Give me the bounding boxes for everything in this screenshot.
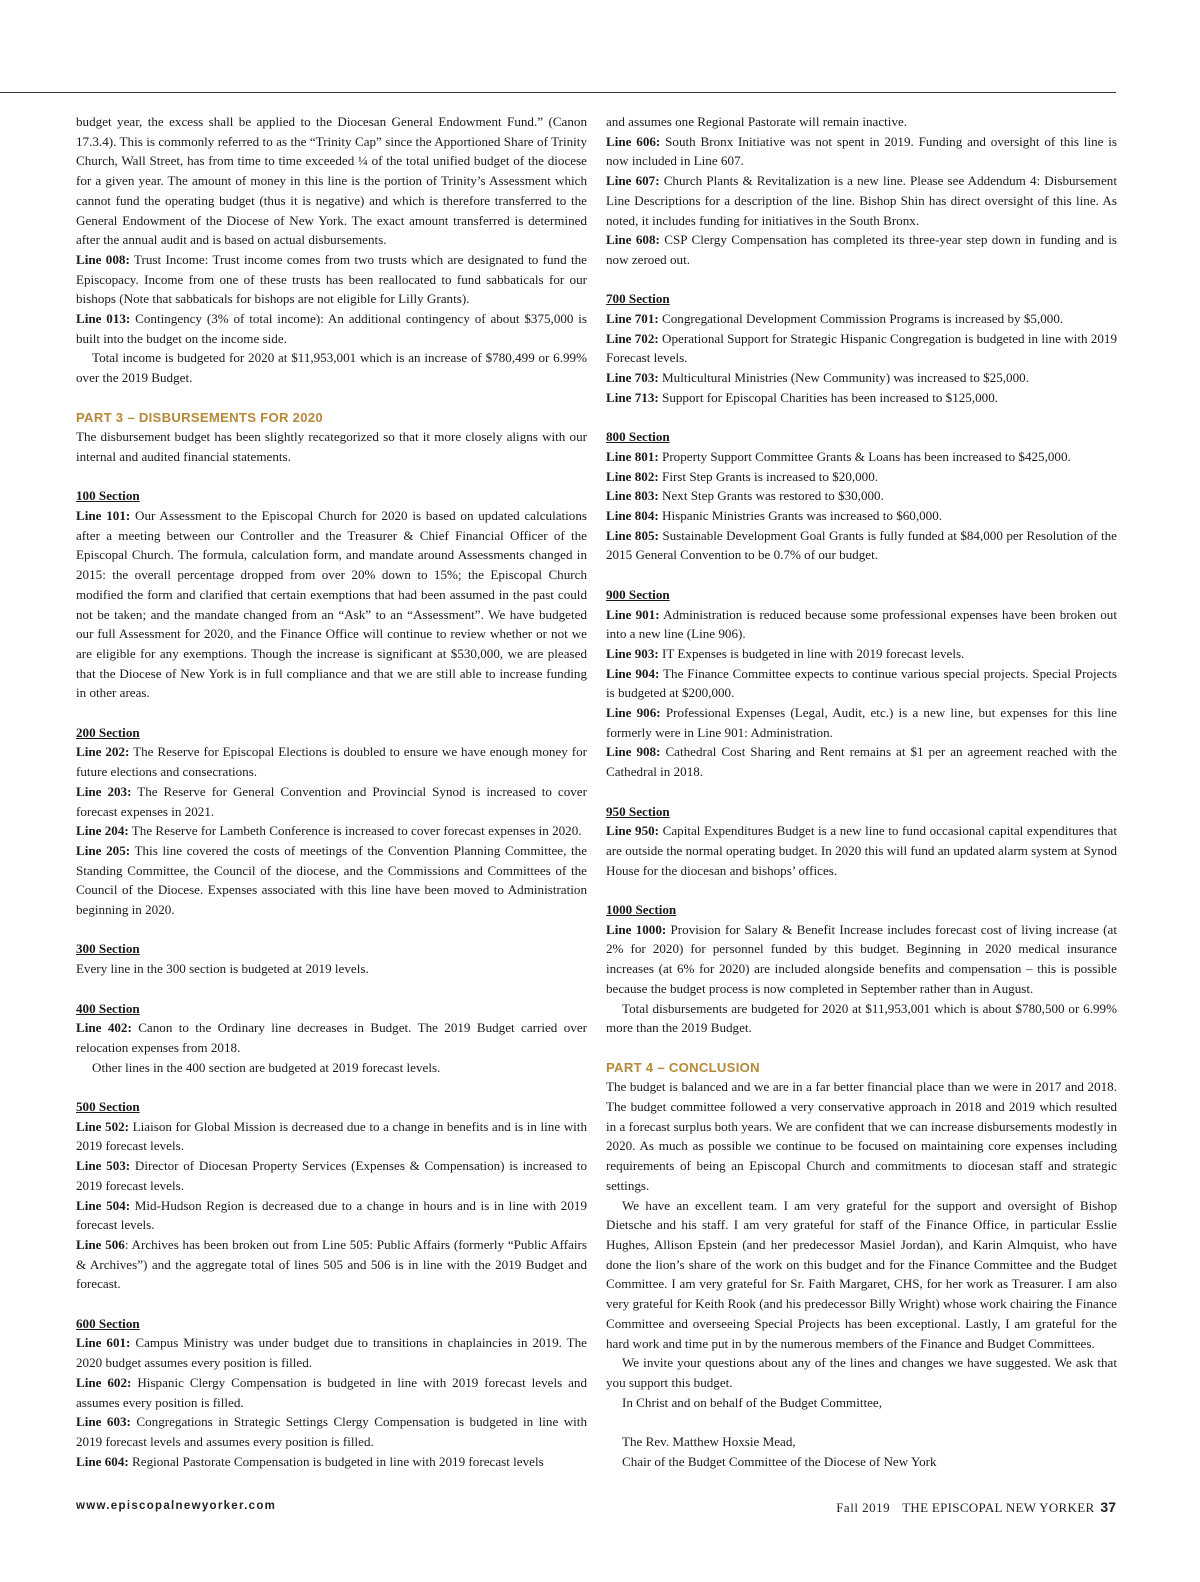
line-item: Line 604: Regional Pastorate Compensation is budgeted in line with 2019 forecast levels bbox=[76, 1453, 544, 1469]
section-note: Other lines in the 400 section are budgeted at 2019 forecast levels. bbox=[92, 1059, 441, 1075]
line-item: Line 903: IT Expenses is budgeted in line with 2019 forecast levels. bbox=[606, 645, 965, 661]
left-column bbox=[76, 112, 587, 1471]
line-item: Line 202: The Reserve for Episcopal Elections is doubled to ensure we have enough money for future elections and consecrations. bbox=[76, 744, 588, 780]
line-item: Line 906: Professional Expenses (Legal, Audit, etc.) is a new line, but expenses for this line formerly were in Line 901: Administration. bbox=[606, 705, 1117, 740]
intro-paragraph: budget year, the excess shall be applied to the Diocesan General Endowment Fund.” (Canon 17.3.4). This is commonly referred to as the “Trinity Cap” since the Apportioned Share of Trinity Church, Wall Street, has from time to time exceeded ¼ of the total unified budget of the diocese for a given year. The amount of money in this line is the portion of Trinity’s Assessment which cannot fund the operating budget (thus it is negative) and which is therefore transferred to the General Endowment of the Diocese of New York. The exact amount transferred is determined after the annual audit and is based on actual disbursements. bbox=[76, 114, 587, 248]
section-heading-700: 700 Section bbox=[606, 291, 670, 307]
section-heading-900: 900 Section bbox=[606, 586, 670, 602]
section-heading-950: 950 Section bbox=[606, 803, 670, 819]
conclusion-paragraph: We have an excellent team. I am very grateful for the support and oversight of Bishop Dietsche and his staff. I am very grateful for staff of the Finance Office, in particular Esslie Hughes, Allison Epstein (and her predecessor Masiel Jordan), and Karin Almquist, who have done the lion’s share of the work on this budget and for the Finance Committee and the Budget Committee. I am very grateful for Sr. Faith Margaret, CHS, for her work as Treasurer. I am also very grateful for Keith Rook (and his predecessor Billy Wright) whose work chairing the Finance Committee and overseeing Special Projects has been exceptional. Lastly, I am grateful for the hard work and time put in by the numerous members of the Finance and Budget Committees. bbox=[606, 1197, 1117, 1351]
signature-name: The Rev. Matthew Hoxsie Mead, bbox=[622, 1434, 796, 1449]
right-column bbox=[606, 112, 1117, 1471]
line-item: Line 602: Hispanic Clergy Compensation is budgeted in line with 2019 forecast levels and assumes every position is filled. bbox=[76, 1374, 588, 1410]
line-item: Line 801: Property Support Committee Grants & Loans has been increased to $425,000. bbox=[606, 448, 1071, 464]
line-item: Line 606: South Bronx Initiative was not spent in 2019. Funding and oversight of this line is now included in Line 607. bbox=[606, 133, 1117, 169]
line-item: Line 703: Multicultural Ministries (New Community) was increased to $25,000. bbox=[606, 370, 1029, 386]
footer-website: www.episcopalnewyorker.com bbox=[76, 1500, 277, 1512]
line-item: Line 203: The Reserve for General Convention and Provincial Synod is increased to cover forecast expenses in 2021. bbox=[76, 783, 587, 819]
line-item: Line 713: Support for Episcopal Charities has been increased to $125,000. bbox=[606, 389, 999, 405]
line-item: Line 601: Campus Ministry was under budget due to transitions in chaplaincies in 2019. The 2020 budget assumes every position is filled. bbox=[76, 1335, 587, 1371]
footer-folio bbox=[836, 1499, 1116, 1516]
closing-line: In Christ and on behalf of the Budget Committee, bbox=[622, 1394, 883, 1410]
part4-heading: PART 4 – CONCLUSION bbox=[606, 1059, 760, 1075]
line-item: Line 008: Trust Income: Trust income comes from two trusts which are designated to fund the Episcopacy. Income from one of these trusts has been reallocated to fund sabbaticals for our bishops (Note that sabbaticals for bishops are not eligible for Lilly Grants). bbox=[76, 251, 587, 307]
footer-publication: THE EPISCOPAL NEW YORKER bbox=[902, 1500, 1095, 1515]
line-item: Line 701: Congregational Development Commission Programs is increased by $5,000. bbox=[606, 311, 1064, 327]
income-total: Total income is budgeted for 2020 at $11,953,001 which is an increase of $780,499 or 6.99% over the 2019 Budget. bbox=[76, 350, 587, 386]
section-heading-400: 400 Section bbox=[76, 1000, 140, 1016]
part3-heading: PART 3 – DISBURSEMENTS FOR 2020 bbox=[76, 409, 323, 425]
section-heading-600: 600 Section bbox=[76, 1315, 140, 1331]
section-text: Every line in the 300 section is budgeted at 2019 levels. bbox=[76, 961, 369, 977]
section-heading-100: 100 Section bbox=[76, 488, 140, 504]
line-item: Line 901: Administration is reduced because some professional expenses have been broken out into a new line (Line 906). bbox=[606, 606, 1117, 642]
line-item: Line 702: Operational Support for Strategic Hispanic Congregation is budgeted in line with 2019 Forecast levels. bbox=[606, 330, 1117, 366]
section-heading-200: 200 Section bbox=[76, 724, 140, 740]
header-rule bbox=[0, 92, 1116, 93]
line-item: Line 1000: Provision for Salary & Benefit Increase includes forecast cost of living increase (at 2% for 2020) for personnel funded by this budget. Beginning in 2020 medical insurance increases (at 6% for 2020) are included alongside benefits and compensation – this is possible because the budget process is now completed in September rather than in August. bbox=[606, 921, 1117, 996]
section-heading-500: 500 Section bbox=[76, 1099, 140, 1115]
line-item: Line 608: CSP Clergy Compensation has completed its three-year step down in funding and is now zeroed out. bbox=[606, 232, 1117, 267]
line-item: Line 101: Our Assessment to the Episcopal Church for 2020 is based on updated calculations after a meeting between our Controller and the Treasurer & Chief Financial Officer of the Episcopal Church. The formula, calculation form, and mandate around Assessments changed in 2015: the overall percentage dropped from over 20% down to 15%; the Episcopal Church modified the form and clarified that certain exemptions that had been assumed in the past could not be taken; and the mandate changed from an “Ask” to an “Assessment”. We have budgeted our full Assessment for 2020, and the Finance Office will continue to review whether or not we are eligible for any exemptions. Though the increase is significant at $530,000, we are pleased that the Diocese of New York is in full compliance and that we are still able to increase funding in other areas. bbox=[76, 508, 587, 701]
section-heading-300: 300 Section bbox=[76, 941, 140, 957]
line-item: Line 607: Church Plants & Revitalization is a new line. Please see Addendum 4: Disbursement Line Descriptions for a description of the line. Bishop Shin has direct oversight of this line. As noted, it includes funding for initiatives in the South Bronx. bbox=[606, 173, 1117, 228]
line-item: Line 204: The Reserve for Lambeth Conference is increased to cover forecast expenses in 2020. bbox=[76, 823, 582, 839]
line-item: Line 603: Congregations in Strategic Settings Clergy Compensation is budgeted in line with 2019 forecast levels and assumes every position is filled. bbox=[76, 1414, 587, 1449]
conclusion-paragraph: We invite your questions about any of the lines and changes we have suggested. We ask that you support this budget. bbox=[606, 1355, 1117, 1390]
section-heading-800: 800 Section bbox=[606, 429, 670, 445]
line-item: Line 904: The Finance Committee expects to continue various special projects. Special Projects is budgeted at $200,000. bbox=[606, 665, 1117, 701]
line-item: Line 205: This line covered the costs of meetings of the Convention Planning Committee, the Standing Committee, the Council of the diocese, and the Commissions and Committees of the Council of the Diocese. Expenses associated with this line have been moved to Administration beginning in 2020. bbox=[76, 842, 588, 918]
line-item: Line 804: Hispanic Ministries Grants was increased to $60,000. bbox=[606, 508, 943, 524]
signature-title: Chair of the Budget Committee of the Diocese of New York bbox=[622, 1453, 937, 1469]
page-number: 37 bbox=[1100, 1499, 1116, 1515]
line-item: Line 013: Contingency (3% of total income): An additional contingency of about $375,000 is built into the budget on the income side. bbox=[76, 311, 588, 346]
line-item: Line 506: Archives has been broken out from Line 505: Public Affairs (formerly “Public Affairs & Archives”) and the aggregate total of lines 505 and 506 is in line with the 2019 Budget and forecast. bbox=[76, 1236, 587, 1292]
line-item: Line 805: Sustainable Development Goal Grants is fully funded at $84,000 per Resolution of the 2015 General Convention to be 0.7% of our budget. bbox=[606, 527, 1117, 563]
section-heading-1000: 1000 Section bbox=[606, 902, 677, 918]
line-item: Line 803: Next Step Grants was restored to $30,000. bbox=[606, 488, 884, 504]
line-item: Line 502: Liaison for Global Mission is decreased due to a change in benefits and is in line with 2019 forecast levels. bbox=[76, 1118, 587, 1154]
line-item: Line 950: Capital Expenditures Budget is a new line to fund occasional capital expenditures that are outside the normal operating budget. In 2020 this will fund an updated alarm system at Synod House for the diocesan and bishops’ offices. bbox=[606, 823, 1117, 878]
part3-intro: The disbursement budget has been slightly recategorized so that it more closely aligns with our internal and audited financial statements. bbox=[76, 429, 587, 464]
line-item: Line 802: First Step Grants is increased to $20,000. bbox=[606, 468, 879, 484]
line-item: Line 402: Canon to the Ordinary line decreases in Budget. The 2019 Budget carried over relocation expenses from 2018. bbox=[76, 1020, 587, 1055]
line-item: Line 908: Cathedral Cost Sharing and Rent remains at $1 per an agreement reached with the Cathedral in 2018. bbox=[606, 744, 1117, 780]
line-item: Line 503: Director of Diocesan Property Services (Expenses & Compensation) is increased to 2019 forecast levels. bbox=[76, 1158, 587, 1193]
footer-season: Fall 2019 bbox=[836, 1500, 891, 1515]
signature-spacer bbox=[606, 1412, 1117, 1432]
conclusion-paragraph: The budget is balanced and we are in a far better financial place than we were in 2017 and 2018. The budget committee followed a very conservative approach in 2018 and 2019 which resulted in a forecast surplus both years. We are confident that we can increase disbursements modestly in 2020. As much as possible we continue to be focused on maintaining core expenses including requirements of being an Episcopal Church and commitments to diocesan staff and strategic settings. bbox=[606, 1079, 1117, 1193]
line-item: Line 504: Mid-Hudson Region is decreased due to a change in hours and is in line with 2019 forecast levels. bbox=[76, 1197, 587, 1233]
disbursement-total: Total disbursements are budgeted for 2020 at $11,953,001 which is about $780,500 or 6.99% more than the 2019 Budget. bbox=[606, 1000, 1117, 1036]
continuation-text: and assumes one Regional Pastorate will remain inactive. bbox=[606, 114, 908, 129]
